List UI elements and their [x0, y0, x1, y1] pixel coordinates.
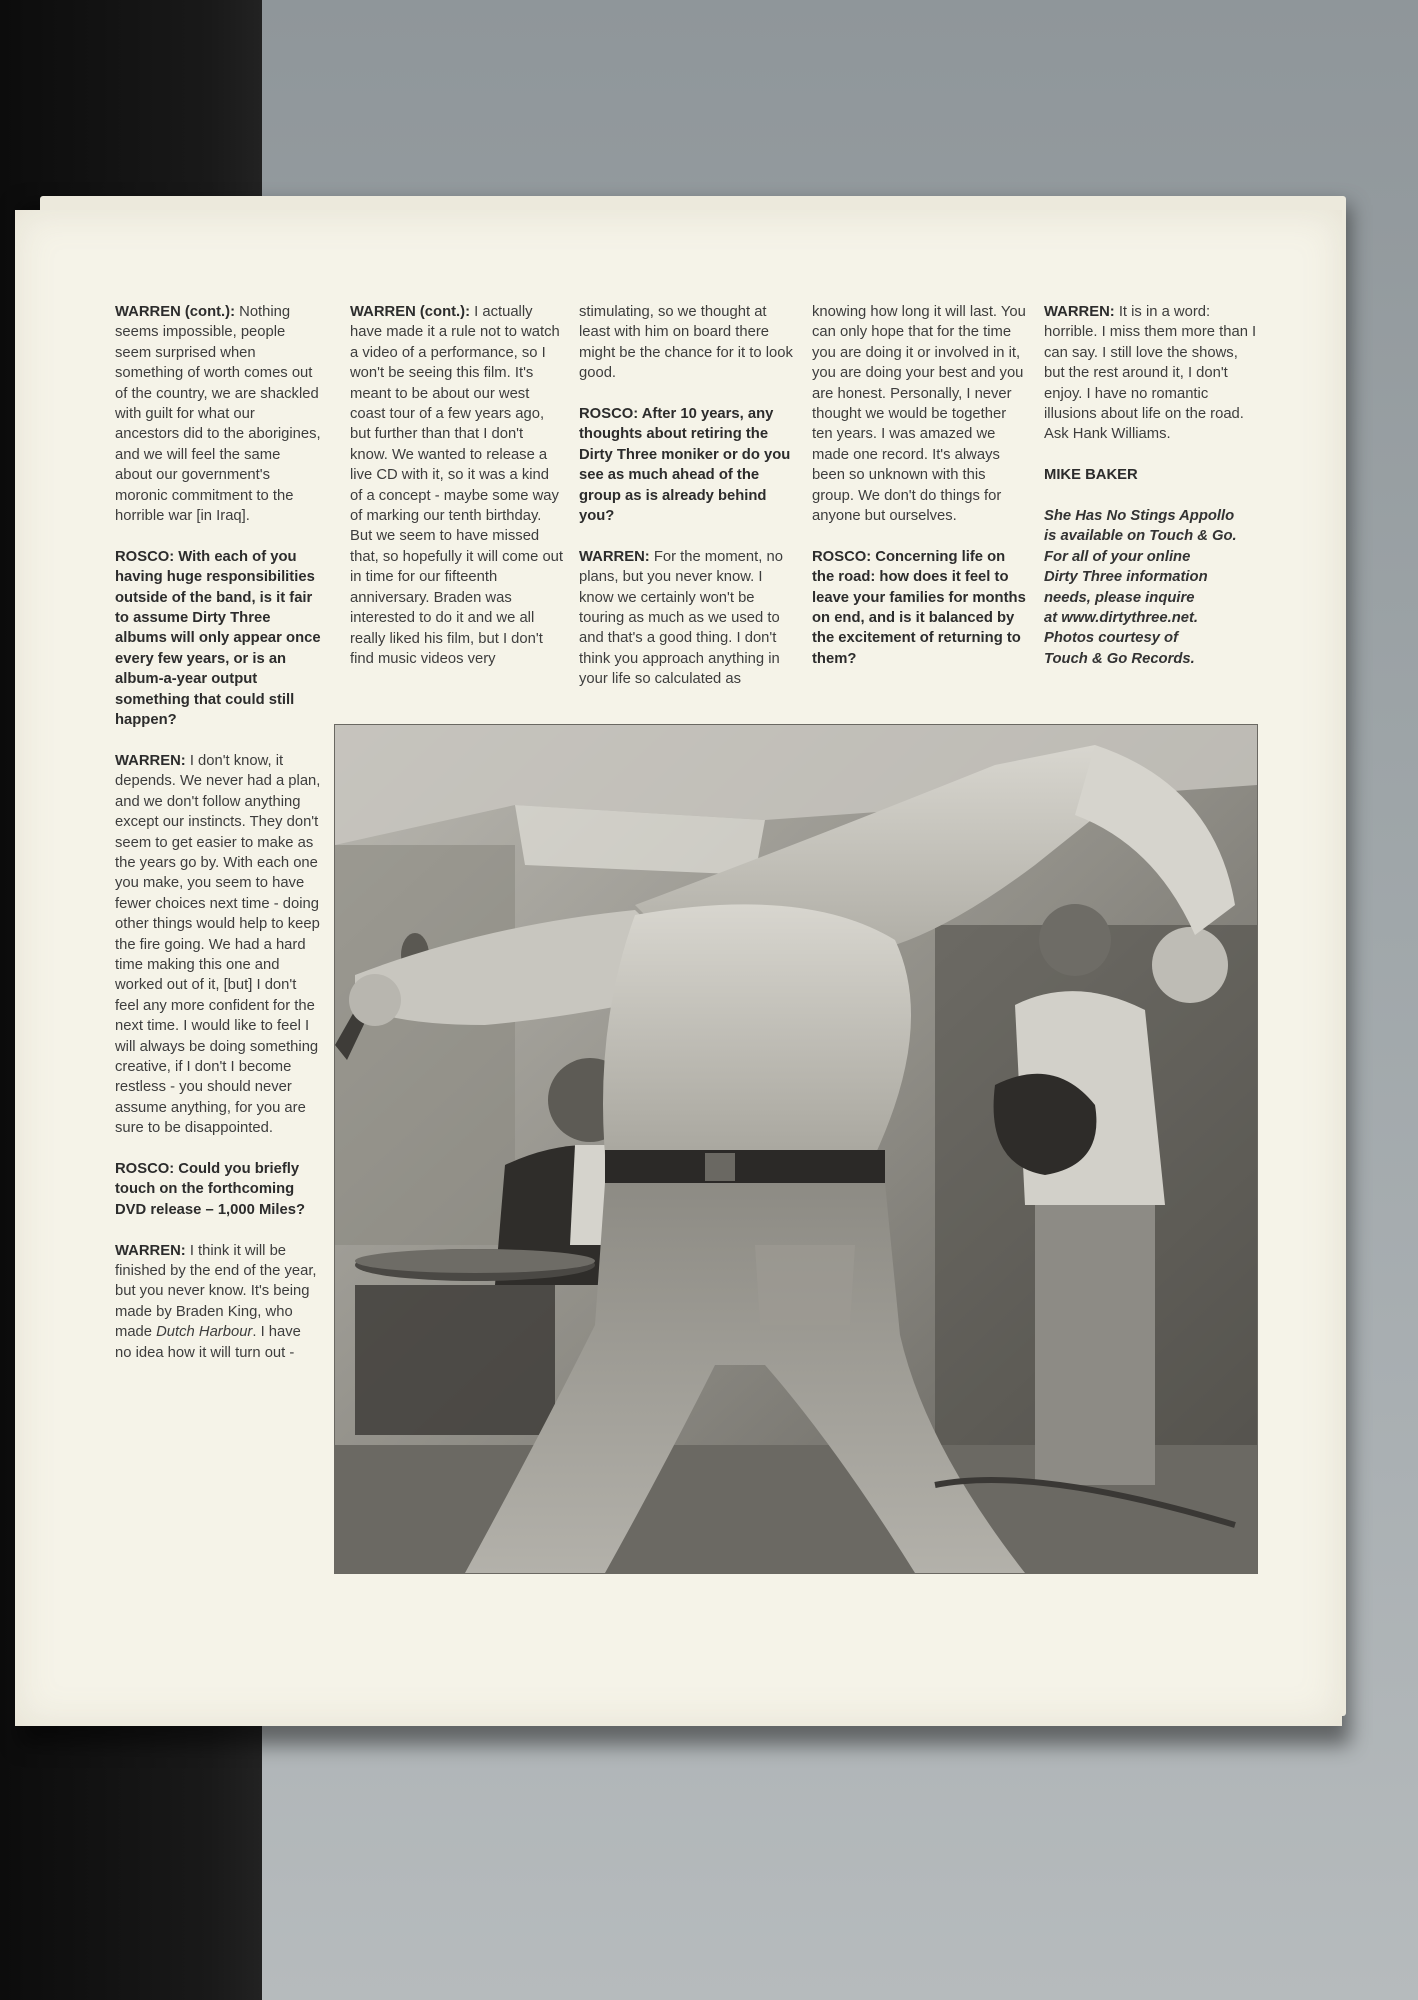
speaker-label: WARREN:: [115, 752, 186, 769]
article-column-2: [350, 302, 564, 690]
answer-text: Nothing seems impossible, people seem surprised when something of worth comes out of the country, we are shackled with guilt for what our ancestors did to the aborigines, and we will feel the same about our government's moronic commitment to the horrible war [in Iraq].: [115, 304, 321, 525]
credit-line: Photos courtesy of: [1044, 630, 1179, 647]
answer-text: I think it will be finished by the end of the year, but you never know. It's being made by Braden King, who made: [115, 1242, 317, 1341]
paragraph: knowing how long it will last. You can only hope that for the time you are doing it or involved in it, you are doing your best and you are honest. Personally, I never thought we would be together ten years. I was amazed we made one record. It's always been so unknown with this group. We don't do things for anyone but ourselves.: [812, 304, 1026, 525]
byline: MIKE BAKER: [1044, 467, 1138, 484]
speaker-label: WARREN (cont.):: [350, 304, 471, 320]
interview-question: ROSCO: Concerning life on the road: how does it feel to leave your families for months on end, and is it balanced by the excitement of returning to them?: [812, 548, 1026, 667]
paragraph: [579, 547, 793, 690]
speaker-label: WARREN:: [1044, 304, 1115, 320]
paragraph: [1044, 302, 1258, 445]
credit-line: Touch & Go Records.: [1044, 650, 1195, 667]
article-column-4: [812, 302, 1026, 690]
answer-text: It is in a word: horrible. I miss them more than I can say. I still love the shows, but the rest around it, I don't enjoy. I have no romantic illusions about life on the road. Ask Hank Williams.: [1044, 304, 1257, 443]
credit-line: Dirty Three information: [1044, 569, 1208, 586]
speaker-label: WARREN:: [579, 548, 650, 565]
credit-line: needs, please inquire: [1044, 589, 1195, 606]
article-column-3: [579, 302, 793, 710]
paragraph: stimulating, so we thought at least with him on board there might be the chance for it to look good.: [579, 304, 793, 382]
article-column-1: [115, 302, 321, 1383]
paragraph: [115, 751, 321, 1139]
credit-line: For all of your online: [1044, 548, 1191, 565]
paragraph: [350, 302, 564, 669]
paragraph: [115, 1241, 321, 1363]
answer-text: For the moment, no plans, but you never know. I know we certainly won't be touring as much as we used to and that's a good thing. I don't think you approach anything in your life so calculated as: [579, 548, 783, 688]
credit-line: She Has No Stings Appollo: [1044, 508, 1235, 525]
interview-question: ROSCO: Could you briefly touch on the forthcoming DVD release – 1,000 Miles?: [115, 1161, 306, 1218]
credit-line: at www.dirtythree.net.: [1044, 610, 1199, 627]
answer-text: . I have no idea how it will turn out -: [115, 1324, 301, 1361]
article-column-5: [1044, 302, 1258, 690]
film-title: Dutch Harbour: [156, 1324, 253, 1341]
speaker-label: WARREN:: [115, 1242, 186, 1259]
band-photo: [335, 725, 1257, 1573]
interview-question: ROSCO: After 10 years, any thoughts about retiring the Dirty Three moniker or do you see as much ahead of the group as is already behind you?: [579, 406, 791, 525]
newspaper-page: [15, 210, 1342, 1726]
answer-text: I actually have made it a rule not to watch a video of a performance, so I won't be seeing this film. It's meant to be about our west coast tour of a few years ago, but further than that I don't know. We wanted to release a live CD with it, so it was a kind of a concept - maybe some way of marking our tenth birthday. But we seem to have missed that, so hopefully it will come out in time for our fifteenth anniversary. Braden was interested to do it and we all really liked his film, but I don't find music videos very: [350, 304, 564, 667]
album-credit: [1044, 506, 1258, 669]
answer-text: I don't know, it depends. We never had a plan, and we don't follow anything except our instincts. They don't seem to get easier to make as the years go by. With each one you make, you seem to have fewer choices next time - doing other things would help to keep the fire going. We had a hard time making this one and worked out of it, [but] I don't feel any more confident for the next time. I would like to feel I will always be doing something creative, if I don't I become restless - you should never assume anything, for you are sure to be disappointed.: [115, 752, 321, 1137]
credit-line: is available on Touch & Go.: [1044, 528, 1237, 545]
paragraph: [115, 302, 321, 526]
interview-question: ROSCO: With each of you having huge responsibilities outside of the band, is it fair to assume Dirty Three albums will only appear once every few years, or is an album-a-year output something that could still happen?: [115, 548, 321, 729]
speaker-label: WARREN (cont.):: [115, 304, 236, 320]
